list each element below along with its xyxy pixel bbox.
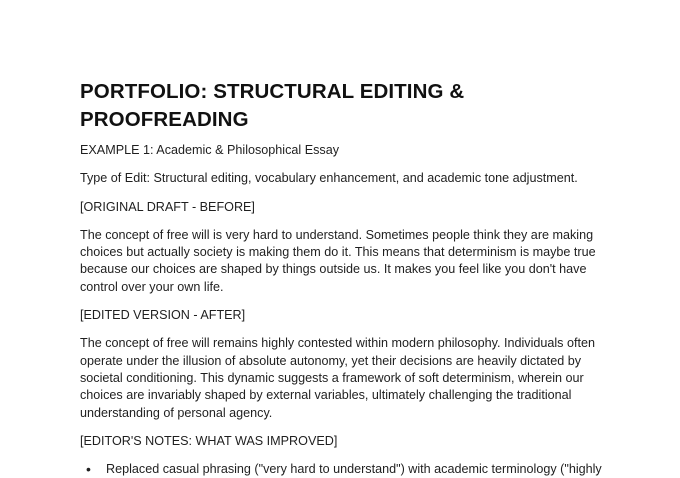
document-page bbox=[80, 78, 620, 478]
edited-version-text: The concept of free will remains highly contested within modern philosophy. Individuals often operate under the illusion of absolute autonomy, yet their decisions are heavily dictated by societal conditioning. This dynamic suggests a framework of soft determinism, wherein our choices are invariably shaped by external variables, ultimately challenging the traditional understanding of personal agency. bbox=[80, 336, 595, 420]
type-of-edit: Type of Edit: Structural editing, vocabulary enhancement, and academic tone adjustment. bbox=[80, 171, 578, 186]
editor-note-item: • Replaced casual phrasing ("very hard to understand") with academic terminology ("highly bbox=[80, 461, 620, 478]
editor-notes-list bbox=[80, 461, 620, 478]
editor-notes-label: [EDITOR'S NOTES: WHAT WAS IMPROVED] bbox=[80, 433, 338, 448]
document-title: PORTFOLIO: STRUCTURAL EDITING & PROOFREADING bbox=[80, 80, 465, 131]
edited-version-label: [EDITED VERSION - AFTER] bbox=[80, 308, 246, 323]
example-heading: EXAMPLE 1: Academic & Philosophical Essay bbox=[80, 143, 339, 157]
original-draft-label: [ORIGINAL DRAFT - BEFORE] bbox=[80, 199, 255, 214]
original-draft-text: The concept of free will is very hard to understand. Sometimes people think they are making choices but actually society is making them do it. This means that determinism is maybe true because our choices are shaped by things outside us. It makes you feel like you don't have control over your own life. bbox=[80, 227, 596, 294]
